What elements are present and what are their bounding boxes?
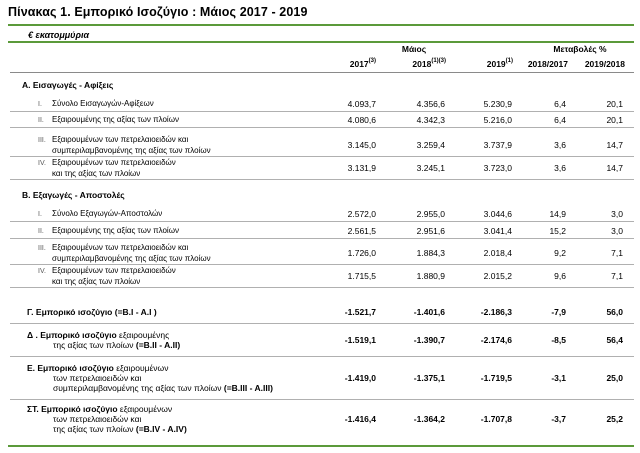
cell-v2019: -2.174,6 bbox=[480, 335, 512, 345]
row-label-line1: Σύνολο Εισαγωγών-Αφίξεων bbox=[52, 99, 154, 108]
row-label-line1: Εξαιρουμένων των πετρελαιοειδών και bbox=[52, 135, 189, 144]
cell-v2018: 1.880,9 bbox=[416, 271, 445, 281]
cell-v2019: 3.723,0 bbox=[483, 163, 512, 173]
cell-v2017: -1.419,0 bbox=[344, 373, 376, 383]
balance-label-rest: εξαιρουμένων bbox=[117, 404, 173, 414]
row-label bbox=[38, 158, 176, 179]
cell-c2: 25,2 bbox=[606, 414, 623, 424]
balance-label-line2: των πετρελαιοειδών και bbox=[53, 373, 142, 383]
cell-c2: 14,7 bbox=[606, 163, 623, 173]
header-2018-2017: 2018/2017 bbox=[527, 59, 568, 69]
cell-c2: 20,1 bbox=[606, 115, 623, 125]
bottom-rule bbox=[8, 445, 634, 447]
cell-c1: -3,1 bbox=[551, 373, 566, 383]
balance-label bbox=[27, 307, 157, 317]
roman-numeral: I. bbox=[38, 211, 42, 218]
cell-v2018: 2.951,6 bbox=[416, 226, 445, 236]
balance-rule bbox=[10, 356, 634, 357]
roman-numeral: IV. bbox=[38, 160, 46, 167]
balance-label-line2: των πετρελαιοειδών και bbox=[53, 414, 142, 424]
cell-v2019: 3.041,4 bbox=[483, 226, 512, 236]
row-rule bbox=[10, 156, 634, 157]
balance-label-line3-bold: (=B.III - A.III) bbox=[223, 383, 273, 393]
cell-c1: 9,6 bbox=[554, 271, 566, 281]
header-2017: 2017$^{(3)}$ bbox=[349, 58, 376, 69]
cell-c1: 15,2 bbox=[549, 226, 566, 236]
cell-c2: 3,0 bbox=[611, 209, 623, 219]
unit-label: € εκατομμύρια bbox=[28, 30, 90, 40]
cell-v2017: 4.093,7 bbox=[347, 99, 376, 109]
cell-v2019: 3.044,6 bbox=[483, 209, 512, 219]
balance-rule bbox=[10, 323, 634, 324]
header-2019: 2019$^{(1)}$ bbox=[486, 58, 513, 69]
row-label-line1: Σύνολο Εξαγωγών-Αποστολών bbox=[52, 209, 163, 218]
row-label bbox=[38, 266, 176, 287]
balance-rule bbox=[10, 399, 634, 400]
balance-label-line2-bold: (=B.II - A.II) bbox=[135, 340, 181, 350]
balance-label-rest: εξαιρουμένων bbox=[113, 363, 169, 373]
cell-c2: 3,0 bbox=[611, 226, 623, 236]
cell-v2018: -1.364,2 bbox=[413, 414, 445, 424]
row-label bbox=[38, 226, 179, 237]
cell-c1: -8,5 bbox=[551, 335, 566, 345]
cell-c1: 6,4 bbox=[554, 99, 566, 109]
cell-c2: 7,1 bbox=[611, 271, 623, 281]
row-rule bbox=[10, 179, 634, 180]
section-imports-title: A. Εισαγωγές - Αφίξεις bbox=[22, 80, 114, 90]
cell-c2: 56,4 bbox=[606, 335, 623, 345]
cell-v2018: 3.259,4 bbox=[416, 140, 445, 150]
cell-v2018: 4.356,6 bbox=[416, 99, 445, 109]
cell-v2017: 3.131,9 bbox=[347, 163, 376, 173]
cell-v2019: 2.018,4 bbox=[483, 248, 512, 258]
cell-v2017: 3.145,0 bbox=[347, 140, 376, 150]
roman-numeral: III. bbox=[38, 137, 46, 144]
row-label bbox=[38, 209, 162, 220]
row-label-line1: Εξαιρουμένων των πετρελαιοειδών και bbox=[52, 243, 189, 252]
top-rule bbox=[8, 24, 634, 26]
balance-label-rest: εξαιρουμένης bbox=[116, 330, 170, 340]
cell-v2017: 2.561,5 bbox=[347, 226, 376, 236]
row-label bbox=[38, 135, 211, 156]
cell-v2017: -1.521,7 bbox=[344, 307, 376, 317]
cell-v2017: -1.519,1 bbox=[344, 335, 376, 345]
cell-v2019: 5.216,0 bbox=[483, 115, 512, 125]
table-title: Πίνακας 1. Εμπορικό Ισοζύγιο : Μάιος 2017 - 2019 bbox=[8, 5, 308, 19]
cell-c1: 14,9 bbox=[549, 209, 566, 219]
cell-v2019: 3.737,9 bbox=[483, 140, 512, 150]
cell-c1: 9,2 bbox=[554, 248, 566, 258]
balance-label-line3: συμπεριλαμβανομένης της αξίας των πλοίων bbox=[53, 383, 224, 393]
row-label bbox=[38, 243, 211, 264]
header-2018: $2018^{(1)(3)}$ bbox=[412, 58, 446, 69]
header-top-rule bbox=[8, 41, 634, 43]
cell-v2018: -1.375,1 bbox=[413, 373, 445, 383]
balance-label-bold: Γ. Εμπορικό ισοζύγιο (=B.I - A.I ) bbox=[27, 307, 157, 317]
cell-c1: -3,7 bbox=[551, 414, 566, 424]
row-rule bbox=[10, 287, 634, 288]
section-exports-title: B. Εξαγωγές - Αποστολές bbox=[22, 190, 125, 200]
cell-v2018: -1.401,6 bbox=[413, 307, 445, 317]
cell-v2017: 2.572,0 bbox=[347, 209, 376, 219]
row-rule bbox=[10, 127, 634, 128]
row-label-line2: συμπεριλαμβανομένης της αξίας των πλοίων bbox=[52, 254, 211, 263]
cell-c1: -7,9 bbox=[551, 307, 566, 317]
balance-label-bold: Δ . Εμπορικό ισοζύγιο bbox=[27, 330, 117, 340]
cell-v2019: 5.230,9 bbox=[483, 99, 512, 109]
balance-label-line3: της αξίας των πλοίων bbox=[53, 424, 136, 434]
cell-v2017: 1.715,5 bbox=[347, 271, 376, 281]
cell-c2: 25,0 bbox=[606, 373, 623, 383]
cell-c2: 56,0 bbox=[606, 307, 623, 317]
balance-label-bold: ΣT. Εμπορικό ισοζύγιο bbox=[27, 404, 118, 414]
row-rule bbox=[10, 221, 634, 222]
header-may: Μάιος bbox=[401, 44, 427, 54]
cell-v2018: 3.245,1 bbox=[416, 163, 445, 173]
roman-numeral: II. bbox=[38, 117, 44, 124]
balance-label bbox=[27, 404, 187, 434]
row-rule bbox=[10, 111, 634, 112]
row-label-line1: Εξαιρουμένων των πετρελαιοειδών bbox=[52, 158, 176, 167]
cell-v2018: 2.955,0 bbox=[416, 209, 445, 219]
header-change: Μεταβολές % bbox=[553, 44, 607, 54]
row-label bbox=[38, 99, 154, 110]
cell-v2019: -2.186,3 bbox=[480, 307, 512, 317]
balance-label-bold: E. Εμπορικό ισοζύγιο bbox=[27, 363, 114, 373]
cell-v2017: -1.416,4 bbox=[344, 414, 376, 424]
cell-v2019: 2.015,2 bbox=[483, 271, 512, 281]
cell-c1: 3,6 bbox=[554, 140, 566, 150]
roman-numeral: II. bbox=[38, 228, 44, 235]
cell-c2: 7,1 bbox=[611, 248, 623, 258]
cell-v2019: -1.707,8 bbox=[480, 414, 512, 424]
cell-c1: 3,6 bbox=[554, 163, 566, 173]
cell-c1: 6,4 bbox=[554, 115, 566, 125]
row-label-line1: Εξαιρουμένων των πετρελαιοειδών bbox=[52, 266, 176, 275]
header-bottom-rule bbox=[10, 72, 634, 73]
row-rule bbox=[10, 238, 634, 239]
roman-numeral: III. bbox=[38, 245, 46, 252]
row-label bbox=[38, 115, 179, 126]
row-label-line1: Εξαιρουμένης της αξίας των πλοίων bbox=[52, 115, 179, 124]
cell-c2: 20,1 bbox=[606, 99, 623, 109]
cell-v2018: -1.390,7 bbox=[413, 335, 445, 345]
balance-label bbox=[27, 330, 180, 350]
cell-v2018: 1.884,3 bbox=[416, 248, 445, 258]
balance-label-line3-bold: (=B.IV - A.IV) bbox=[135, 424, 187, 434]
cell-v2017: 1.726,0 bbox=[347, 248, 376, 258]
cell-v2018: 4.342,3 bbox=[416, 115, 445, 125]
row-rule bbox=[10, 264, 634, 265]
cell-c2: 14,7 bbox=[606, 140, 623, 150]
cell-v2017: 4.080,6 bbox=[347, 115, 376, 125]
roman-numeral: IV. bbox=[38, 268, 46, 275]
balance-label bbox=[27, 363, 273, 393]
header-2019-2018: 2019/2018 bbox=[584, 59, 625, 69]
row-label-line2: και της αξίας των πλοίων bbox=[52, 169, 141, 178]
balance-label-line2: της αξίας των πλοίων bbox=[53, 340, 136, 350]
row-label-line2: συμπεριλαμβανομένης της αξίας των πλοίων bbox=[52, 146, 211, 155]
row-label-line2: και της αξίας των πλοίων bbox=[52, 277, 141, 286]
roman-numeral: I. bbox=[38, 101, 42, 108]
row-label-line1: Εξαιρουμένης της αξίας των πλοίων bbox=[52, 226, 179, 235]
cell-v2019: -1.719,5 bbox=[480, 373, 512, 383]
